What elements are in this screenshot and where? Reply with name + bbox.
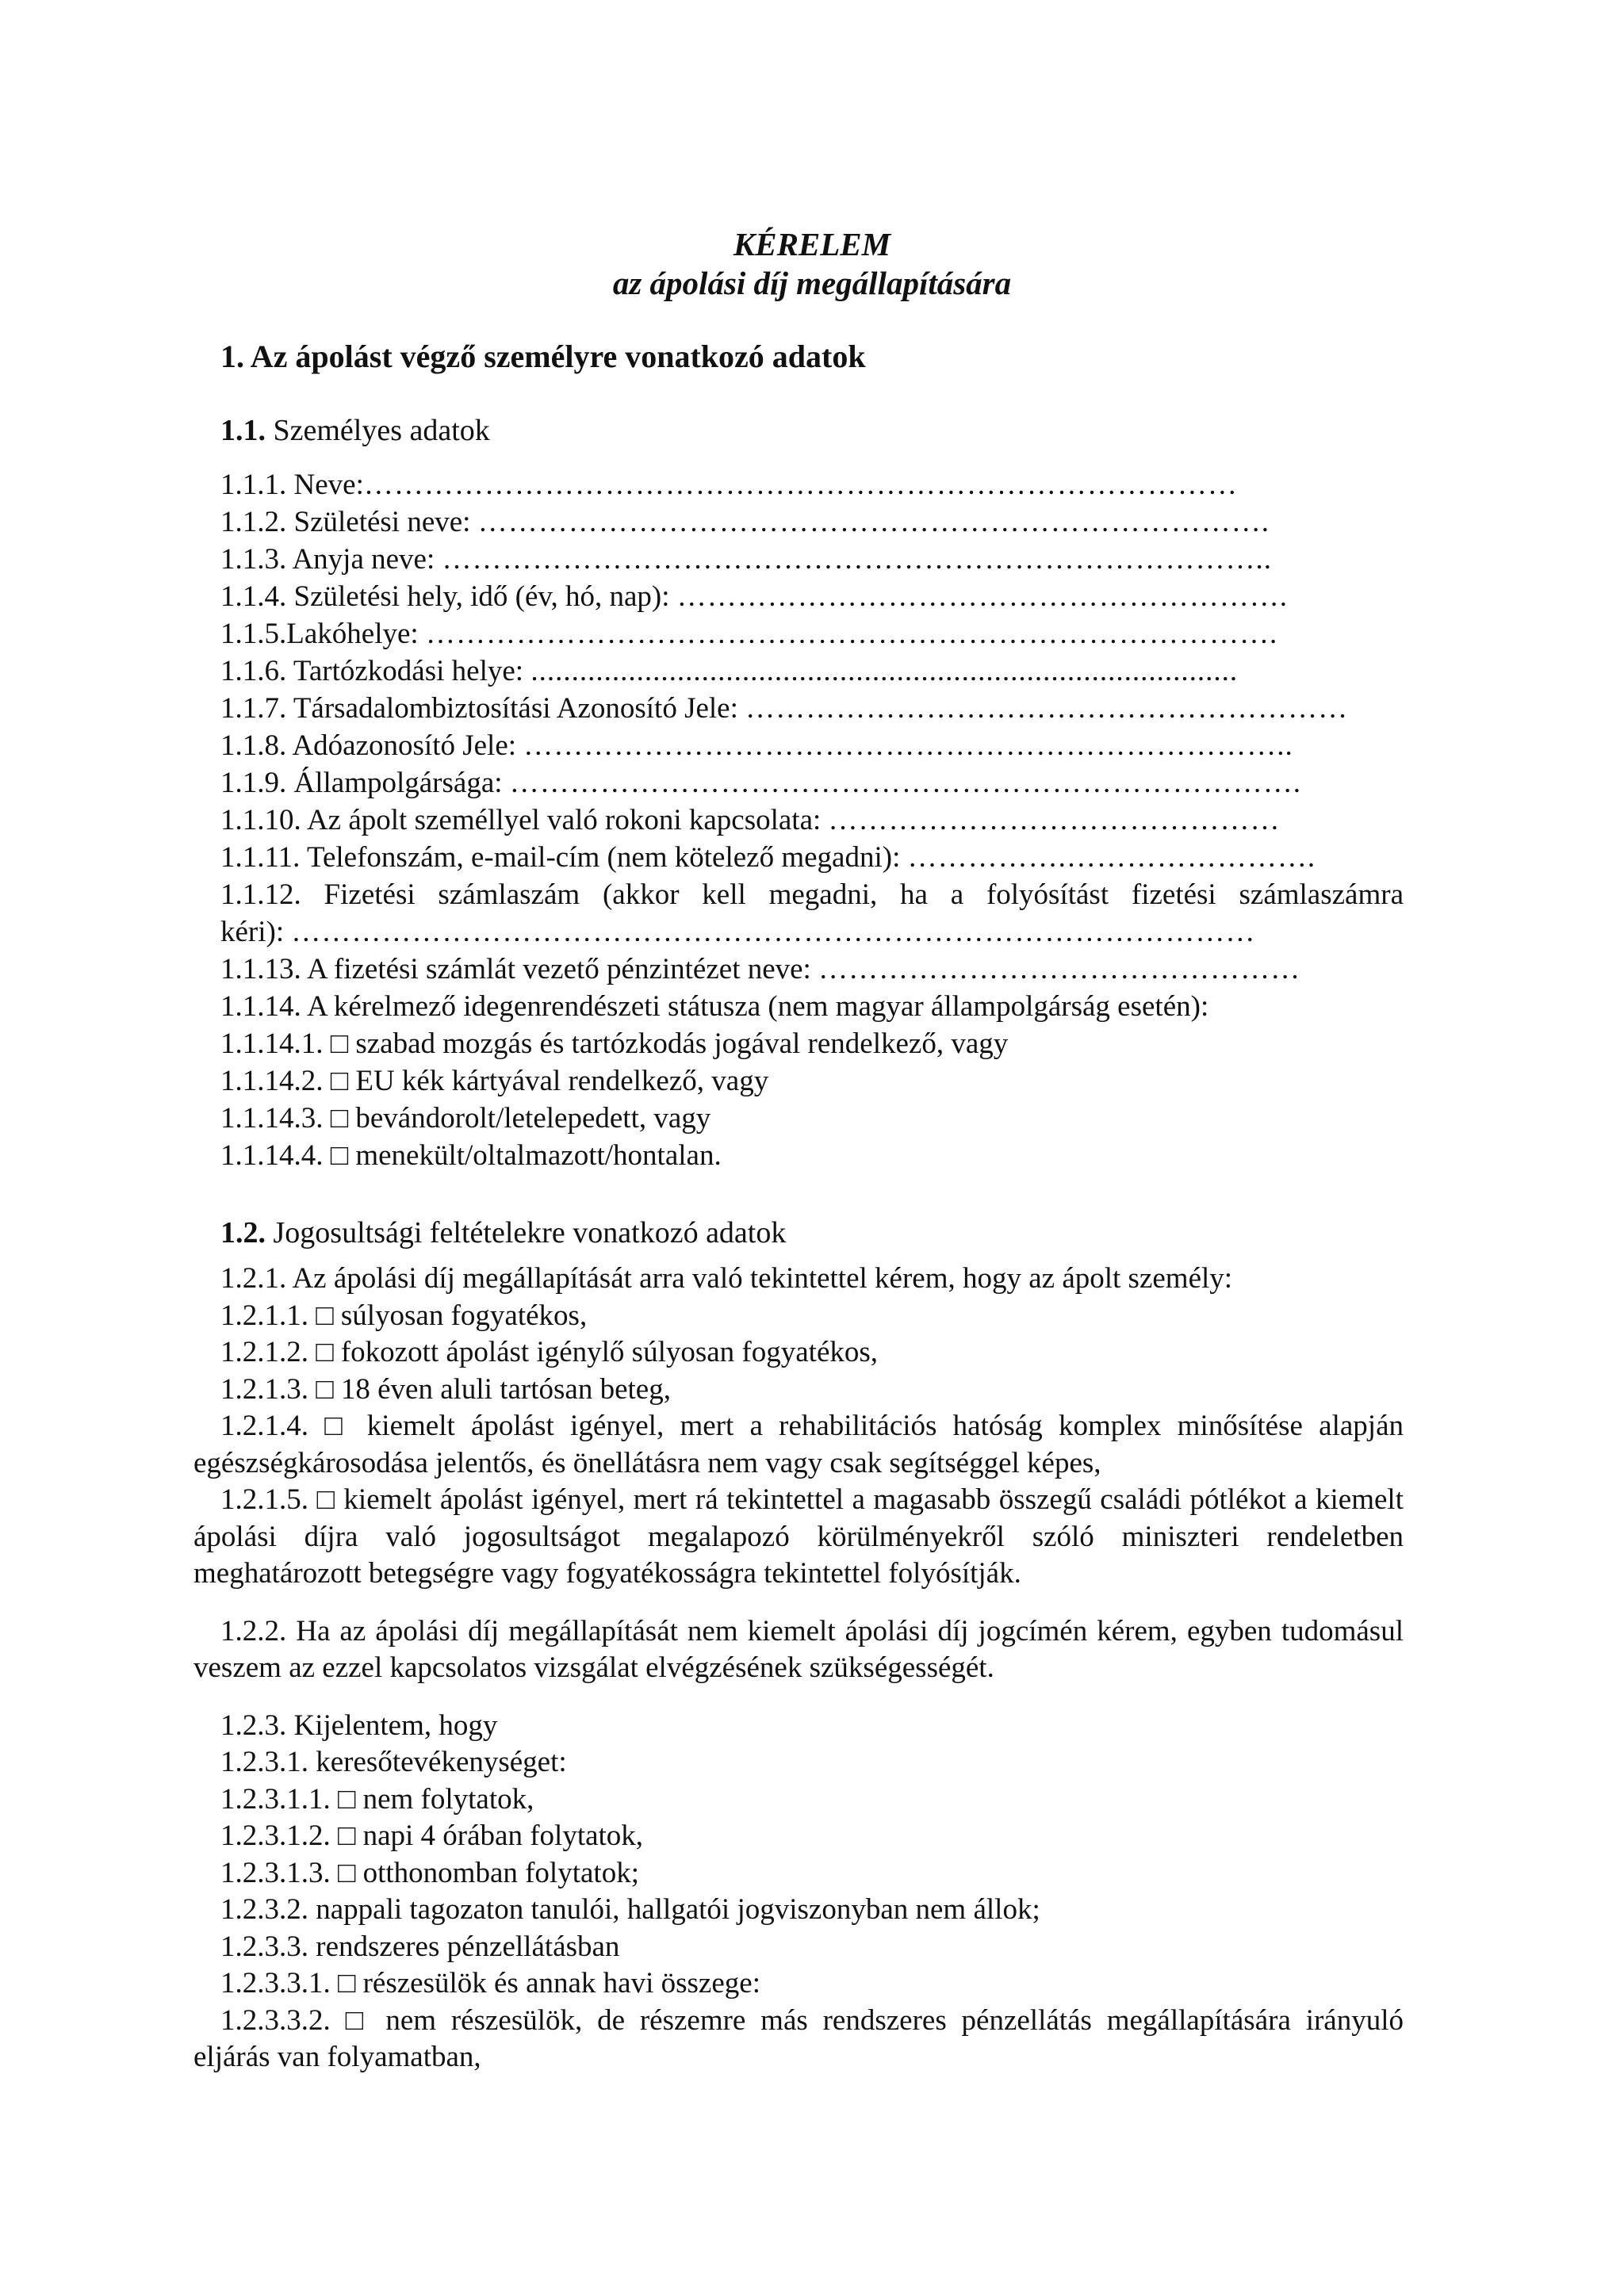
checkbox-option-minor-chronic-ill[interactable]: 1.2.1.3. □ 18 éven aluli tartósan beteg, <box>220 1372 671 1406</box>
checkbox-option-severely-disabled[interactable]: 1.2.1.1. □ súlyosan fogyatékos, <box>220 1299 588 1332</box>
fill-in-line[interactable]: ……………………………………………………………………. <box>477 506 1270 538</box>
field-birth-name[interactable] <box>220 503 1404 541</box>
field-label: 1.1.7. Társadalombiztosítási Azonosító Jele: <box>220 692 746 725</box>
field-bank-account-label: 1.1.12. Fizetési számlaszám (akkor kell megadni, ha a folyósítást fizetési számlaszámra <box>220 878 1404 911</box>
fill-in-line[interactable]: …………………………………………………… <box>745 692 1349 725</box>
section-1-2-heading <box>220 1214 786 1252</box>
declaration-student: 1.2.3.2. nappali tagozaton tanulói, hallgatói jogviszonyban nem állok; <box>220 1893 1040 1926</box>
fill-in-line[interactable]: ……………………………………… <box>828 804 1281 836</box>
declaration-employment: 1.2.3.1. keresőtevékenységet: <box>220 1746 567 1778</box>
fill-in-line[interactable]: ………………………………………………………………….. <box>523 729 1293 762</box>
fill-in-line[interactable]: ……………………………………………………………………. <box>509 767 1302 799</box>
field-relationship[interactable] <box>220 802 1404 839</box>
field-citizenship[interactable] <box>220 764 1404 802</box>
field-label: 1.1.2. Születési neve: <box>220 506 478 538</box>
checkbox-option-4-hours[interactable]: 1.2.3.1.2. □ napi 4 órában folytatok, <box>220 1820 644 1852</box>
field-label: 1.1.11. Telefonszám, e-mail-cím (nem kötelező megadni): <box>220 841 908 874</box>
checkbox-option-priority-care-rehab[interactable]: 1.2.1.4. □ kiemelt ápolást igényel, mert a rehabilitációs hatóság komplex minősítése alapján egészségkárosodása jelentős, és önellátásra nem vagy csak segítséggel képes, <box>193 1410 1404 1479</box>
section-number: 1.2. <box>220 1216 266 1249</box>
fill-in-line[interactable]: …………………………………………………………………………. <box>425 618 1278 650</box>
field-social-security-id[interactable] <box>220 690 1404 727</box>
field-immigration-status: 1.1.14. A kérelmező idegenrendészeti státusza (nem magyar állampolgárság esetén): <box>220 990 1209 1023</box>
checkbox-option-eu-blue-card[interactable]: 1.1.14.2. □ EU kék kártyával rendelkező, vagy <box>220 1065 769 1097</box>
personal-data-fields <box>220 466 1404 1174</box>
document-subtitle: az ápolási díj megállapítására <box>612 265 1012 301</box>
section-1-heading: 1. Az ápolást végző személyre vonatkozó adatok <box>220 339 866 374</box>
field-bank-account[interactable] <box>220 913 1404 951</box>
checkbox-option-immigrant[interactable]: 1.1.14.3. □ bevándorolt/letelepedett, vagy <box>220 1102 711 1135</box>
checkbox-option-free-movement[interactable]: 1.1.14.1. □ szabad mozgás és tartózkodás jogával rendelkező, vagy <box>220 1027 1009 1060</box>
acknowledgement-paragraph: 1.2.2. Ha az ápolási díj megállapítását nem kiemelt ápolási díj jogcímén kérem, egyben tudomásul veszem az ezzel kapcsolatos vizsgálat elvégzésének szükségességét. <box>193 1614 1404 1684</box>
fill-in-line[interactable]: ……………………………………………………………………….. <box>442 543 1273 576</box>
declaration-intro: 1.2.3. Kijelentem, hogy <box>220 1709 498 1742</box>
paragraph-gap <box>193 1687 1404 1708</box>
paragraph-gap <box>193 1593 1404 1613</box>
declaration-benefits: 1.2.3.3. rendszeres pénzellátásban <box>220 1930 620 1963</box>
checkbox-option-home-work[interactable]: 1.2.3.1.3. □ otthonomban folytatok; <box>220 1856 639 1889</box>
checkbox-option-enhanced-care[interactable]: 1.2.1.2. □ fokozott ápolást igénylő súlyosan fogyatékos, <box>220 1336 879 1368</box>
fill-in-line[interactable]: …………………………………………………………………………………… <box>291 916 1256 948</box>
fill-in-line[interactable]: ……………………………………………………. <box>676 580 1289 613</box>
field-residence[interactable] <box>220 615 1404 652</box>
field-label: 1.1.10. Az ápolt személlyel való rokoni kapcsolata: <box>220 804 829 836</box>
checkbox-option-priority-care-family-allowance[interactable]: 1.2.1.5. □ kiemelt ápolást igényel, mert rá tekintettel a magasabb összegű családi pótlékot a kiemelt ápolási díjra való jogosultságot megalapozó körülményekről szóló miniszteri rendeletben meghatározott betegségre vagy fogyatékosságra tekintettel folyósítják. <box>193 1483 1404 1590</box>
field-phone-email[interactable] <box>220 839 1404 876</box>
fill-in-line[interactable]: …………………………………………………………………………… <box>363 469 1238 501</box>
document-title: KÉRELEM <box>733 226 891 262</box>
field-tax-id[interactable] <box>220 727 1404 764</box>
field-label: 1.1.13. A fizetési számlát vezető pénzintézet neve: <box>220 953 819 985</box>
section-label: Jogosultsági feltételekre vonatkozó adatok <box>266 1216 787 1249</box>
field-stay-address[interactable] <box>220 652 1404 690</box>
fill-in-line[interactable]: …………….……………………. <box>907 841 1316 874</box>
field-label: kéri): <box>220 916 292 948</box>
section-number: 1.1. <box>220 414 266 447</box>
field-mother-name[interactable] <box>220 541 1404 578</box>
checkbox-option-refugee[interactable]: 1.1.14.4. □ menekült/oltalmazott/hontalan. <box>220 1139 722 1172</box>
checkbox-option-not-employed[interactable]: 1.2.3.1.1. □ nem folytatok, <box>220 1782 534 1816</box>
field-label: 1.1.6. Tartózkodási helye: <box>220 655 531 687</box>
section-label: Személyes adatok <box>266 414 490 447</box>
field-label: 1.1.4. Születési hely, idő (év, hó, nap): <box>220 580 677 613</box>
section-1-1-heading <box>220 411 490 450</box>
field-label: 1.1.9. Állampolgársága: <box>220 767 510 799</box>
fill-in-line[interactable]: ………………………………………… <box>818 953 1301 985</box>
field-label: 1.1.8. Adóazonosító Jele: <box>220 729 524 762</box>
field-label: 1.1.1. Neve: <box>220 469 364 501</box>
field-label: 1.1.3. Anyja neve: <box>220 543 442 576</box>
field-name[interactable] <box>220 466 1404 503</box>
fill-in-line[interactable]: ....................................................................................... <box>530 655 1239 687</box>
field-birth-place-date[interactable] <box>220 578 1404 615</box>
checkbox-option-receives-benefit[interactable]: 1.2.3.3.1. □ részesülök és annak havi összege: <box>220 1967 760 1999</box>
field-bank-name[interactable] <box>220 951 1404 988</box>
checkbox-option-benefit-pending[interactable]: 1.2.3.3.2. □ nem részesülök, de részemre más rendszeres pénzellátás megállapítására irányuló eljárás van folyamatban, <box>193 2003 1404 2073</box>
eligibility-intro: 1.2.1. Az ápolási díj megállapítását arra való tekintettel kérem, hogy az ápolt személy: <box>220 1262 1233 1295</box>
field-label: 1.1.5.Lakóhelye: <box>220 618 426 650</box>
eligibility-section <box>193 1261 1404 2076</box>
